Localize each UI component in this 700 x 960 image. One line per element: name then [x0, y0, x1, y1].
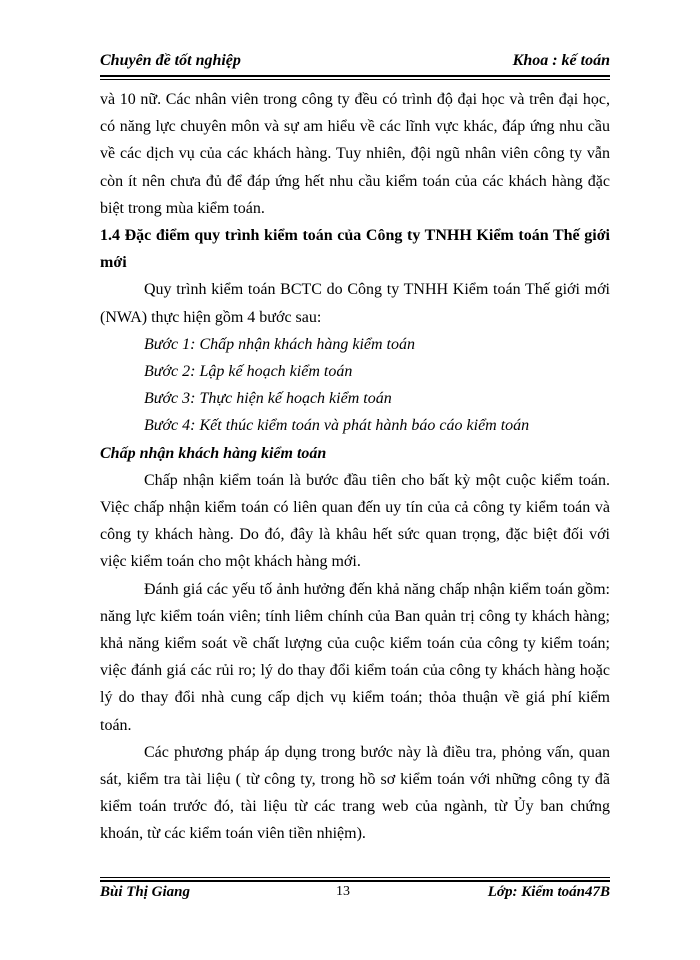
step-item-2: Bước 2: Lập kế hoạch kiểm toán	[144, 363, 353, 381]
step-item-1: Bước 1: Chấp nhận khách hàng kiểm toán	[144, 335, 415, 353]
section-heading: 1.4 Đặc điểm quy trình kiểm toán của Công ty TNHH Kiểm toán Thế giới mới	[100, 227, 610, 272]
footer-author: Bùi Thị Giang	[100, 884, 191, 900]
page-number: 13	[336, 884, 350, 899]
header-rule-thin	[100, 79, 610, 80]
page-footer	[100, 884, 610, 906]
paragraph-factors: Đánh giá các yếu tố ảnh hưởng đến khả năng chấp nhận kiểm toán gồm: năng lực kiểm toán viên; tính liêm chính của Ban quản trị công ty khách hàng; khả năng kiểm soát về chất lượng của cuộc kiểm toán của công ty kiểm toán; việc đánh giá các rủi ro; lý do thay đổi kiểm toán của công ty khách hàng hoặc lý do thay đổi nhà cung cấp dịch vụ kiểm toán; thỏa thuận về giá phí kiểm toán.	[100, 580, 610, 734]
footer-rule-thin	[100, 877, 610, 878]
step-item-3: Bước 3: Thực hiện kế hoạch kiểm toán	[144, 390, 392, 408]
paragraph-staff: và 10 nữ. Các nhân viên trong công ty đều có trình độ đại học và trên đại học, có năng lực chuyên môn và sự am hiểu về các lĩnh vực khác, đáp ứng nhu cầu về các dịch vụ của các khách hàng. Tuy nhiên, đội ngũ nhân viên công ty vẫn còn ít nên chưa đủ để đáp ứng hết nhu cầu kiểm toán của các khách hàng đặc biệt trong mùa kiểm toán.	[100, 91, 610, 217]
header-title: Chuyên đề tốt nghiệp	[100, 52, 241, 69]
paragraph-process-intro: Quy trình kiểm toán BCTC do Công ty TNHH Kiểm toán Thế giới mới (NWA) thực hiện gồm 4 bước sau:	[100, 281, 610, 326]
footer-class: Lớp: Kiểm toán47B	[487, 884, 610, 900]
header-department: Khoa : kế toán	[512, 52, 610, 69]
paragraph-methods: Các phương pháp áp dụng trong bước này là điều tra, phỏng vấn, quan sát, kiểm tra tài liệu ( từ công ty, trong hồ sơ kiểm toán với những công ty đã kiểm toán trước đó, tài liệu từ các trang web của ngành, từ Ủy ban chứng khoán, từ các kiểm toán viên tiền nhiệm).	[100, 743, 610, 843]
subsection-heading: Chấp nhận khách hàng kiểm toán	[100, 444, 327, 462]
paragraph-acceptance: Chấp nhận kiểm toán là bước đầu tiên cho bất kỳ một cuộc kiểm toán. Việc chấp nhận kiểm toán có liên quan đến uy tín của cả công ty kiểm toán và công ty khách hàng. Do đó, đây là khâu hết sức quan trọng, đặc biệt đối với việc kiểm toán cho một khách hàng mới.	[100, 471, 610, 571]
header-rule-thick	[100, 75, 610, 77]
page-header	[100, 50, 610, 74]
footer-rule-thick	[100, 880, 610, 882]
page-body	[100, 86, 610, 848]
step-item-4: Bước 4: Kết thúc kiểm toán và phát hành báo cáo kiểm toán	[144, 417, 530, 435]
